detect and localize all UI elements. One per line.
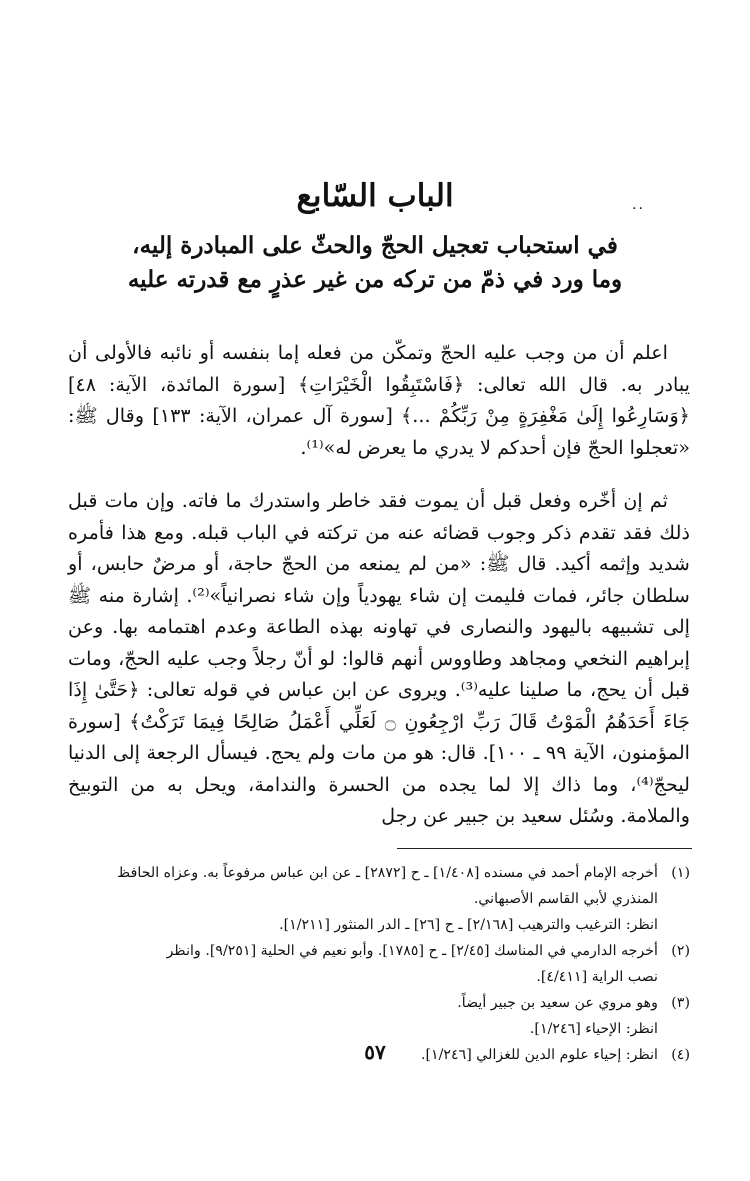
footnotes [68,860,690,1068]
paragraph-2-text: ثم إن أخّره وفعل قبل أن يموت فقد خاطر واستدرك ما فاته. وإن مات قبل ذلك فقد تقدم ذكر وجوب قضائه عنه من تركته في الباب قبله. ومع هذا فأمره شديد وإثمه أكيد. قال ﷺ: «من لم يمنعه من الحجّ حاجة، أو مرضٌ حابس، أو سلطان جائر، فمات فليمت إن شاء يهودياً وإن شاء نصرانياً»⁽²⁾. إشارة منه ﷺ إلى تشبيهه باليهود والنصارى في تهاونه بهذه الطاعة وعدم اهتمامه بها. وعن إبراهيم النخعي ومجاهد وطاووس أنهم قالوا: لو أنّ رجلاً وجب عليه الحجّ، ومات قبل أن يحج، ما صلينا عليه⁽³⁾. ويروى عن ابن عباس في قوله تعالى: ﴿حَتَّىٰ إِذَا جَاءَ أَحَدَهُمُ الْمَوْتُ قَالَ رَبِّ ارْجِعُونِ ۝ لَعَلِّي أَعْمَلُ صَالِحًا فِيمَا تَرَكْتُ﴾ [سورة المؤمنون، الآية ٩٩ ـ ١٠٠]. قال: هو من مات ولم يحج. فيسأل الرجعة إلى الدنيا ليحجّ⁽⁴⁾، وما ذاك إلا لما يجده من الحسرة والندامة، ويحل به من التوبيخ والملامة. وسُئل سعيد بن جبير عن رجل [68,489,690,827]
footnote-body [68,938,658,990]
chapter-subtitle-line-2: وما ورد في ذمّ من تركه من غير عذرٍ مع قدرته عليه [127,266,623,293]
footnote-number: (٣) [671,995,690,1011]
footnote [68,860,690,938]
footnote-line: المنذري لأبي القاسم الأصبهاني. [473,891,658,907]
footnote-line: وهو مروي عن سعيد بن جبير أيضاً. [457,995,658,1011]
footnote-line: أخرجه الدارمي في المناسك [٢/٤٥] ـ ح [١٧٨٥]. وأبو نعيم في الحلية [٩/٢٥١]. وانظر [166,943,658,959]
footnote-line: نصب الراية [٤/٤١١]. [536,969,658,985]
ornament-dots: .. [632,197,645,213]
page-number: ٥٧ [364,1040,386,1064]
footnote-line: انظر: الترغيب والترهيب [٢/١٦٨] ـ ح [٢٦] ـ الدر المنثور [١/٢١١]. [279,917,658,933]
chapter-subtitle-line-1: في استحباب تعجيل الحجّ والحثّ على المبادرة إليه، [132,232,618,259]
footnote [68,990,690,1042]
footnote-number: (٤) [671,1047,690,1063]
chapter-title: الباب السّابع [296,178,454,214]
body-paragraph-1 [68,337,690,463]
footnote-number: (٢) [671,943,690,959]
footnote-number: (١) [671,865,690,881]
footnote-separator [397,848,692,849]
footnote-line: انظر: إحياء علوم الدين للغزالي [١/٢٤٦]. [420,1047,658,1063]
footnote-line: انظر: الإحياء [١/٢٤٦]. [529,1021,658,1037]
footnote-line: أخرجه الإمام أحمد في مسنده [١/٤٠٨] ـ ح [٢٨٧٢] ـ عن ابن عباس مرفوعاً به. وعزاه الحافظ [117,865,658,881]
body-paragraph-2 [68,485,690,832]
footnote-body [68,990,658,1042]
footnote-body [68,860,658,938]
footnote [68,938,690,990]
paragraph-1-text: اعلم أن من وجب عليه الحجّ وتمكّن من فعله إما بنفسه أو نائبه فالأولى أن يبادر به. قال الله تعالى: ﴿فَاسْتَبِقُوا الْخَيْرَاتِ﴾ [سورة المائدة، الآية: ٤٨] ﴿وَسَارِعُوا إِلَىٰ مَغْفِرَةٍ مِنْ رَبِّكُمْ ...﴾ [سورة آل عمران، الآية: ١٣٣] وقال ﷺ: «تعجلوا الحجّ فإن أحدكم لا يدري ما يعرض له»⁽¹⁾. [68,341,690,459]
